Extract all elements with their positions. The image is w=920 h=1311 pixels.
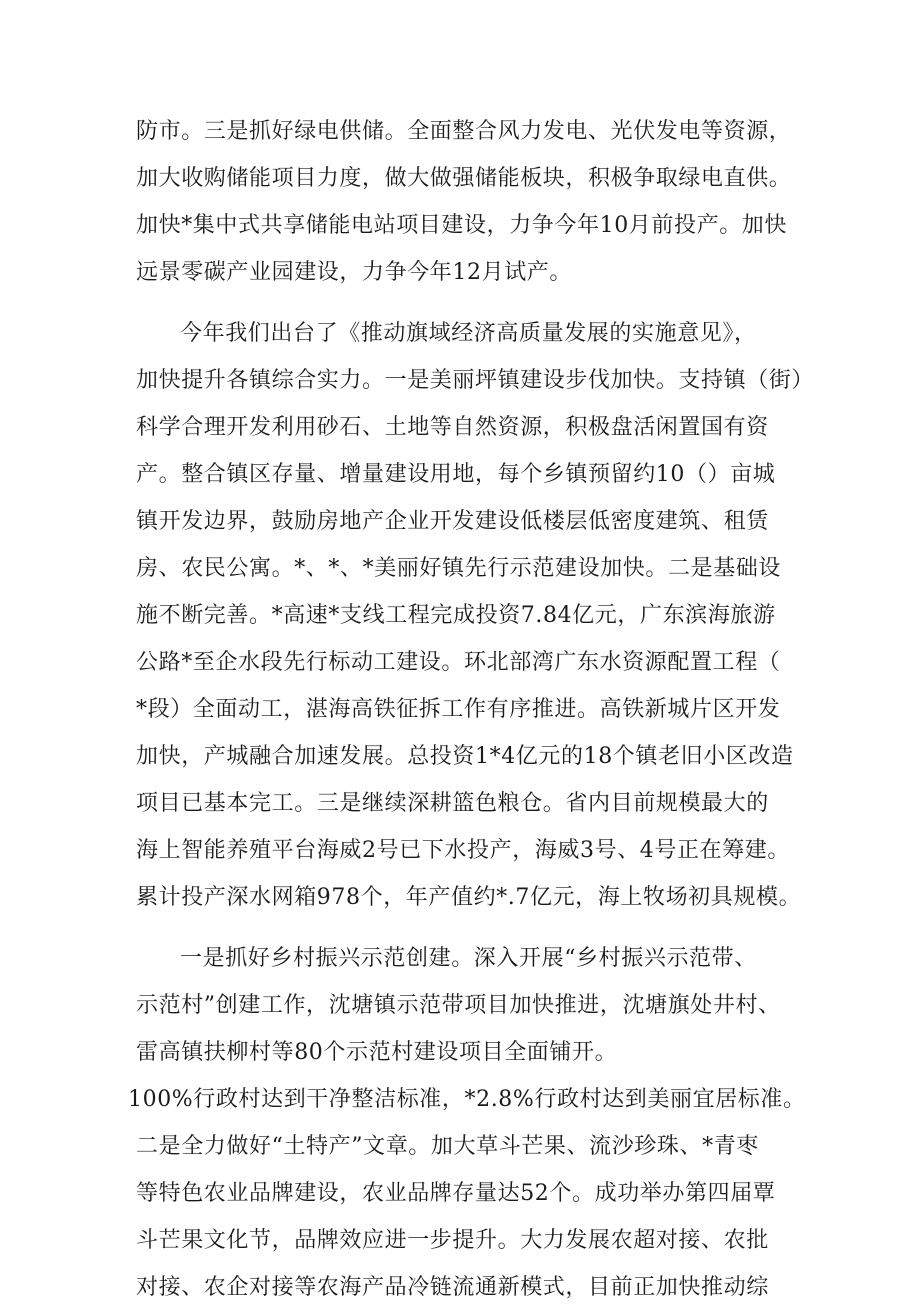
paragraph-1 <box>136 108 792 296</box>
text-line: 对接、农企对接等农海产品冷链流通新模式，目前正加快推动综 <box>136 1275 769 1300</box>
text-line: 产。整合镇区存量、增量建设用地，每个乡镇预留约10（）亩城 <box>136 462 776 487</box>
text-line: *段）全面动工，湛海高铁征拆工作有序推进。高铁新城片区开发 <box>136 697 781 722</box>
paragraph-spacer <box>136 296 792 310</box>
text-line-indented: 一是抓好乡村振兴示范创建。深入开展“乡村振兴示范带、 <box>180 946 757 971</box>
text-line: 加快，产城融合加速发展。总投资1*4亿元的18个镇老旧小区改造 <box>136 744 794 769</box>
text-line: 等特色农业品牌建设，农业品牌存量达52个。成功举办第四届覃 <box>136 1181 776 1206</box>
document-body <box>128 108 815 1311</box>
text-line: 斗芒果文化节，品牌效应进一步提升。大力发展农超对接、农批 <box>136 1228 769 1253</box>
text-line-indented: 今年我们出台了《推动旗域经济高质量发展的实施意见》， <box>180 321 757 346</box>
text-line: 远景零碳产业园建设，力争今年12月试产。 <box>136 260 572 285</box>
text-line: 加快提升各镇综合实力。一是美丽坪镇建设步伐加快。支持镇（街） <box>136 368 815 393</box>
text-line: 雷高镇扶柳村等80个示范村建设项目全面铺开。 <box>136 1040 618 1065</box>
text-line: 海上智能养殖平台海威2号已下水投产，海威3号、4号正在筹建。 <box>136 838 790 863</box>
text-line: 科学合理开发利用砂石、土地等自然资源，积极盘活闲置国有资 <box>136 415 769 440</box>
paragraph-2 <box>136 310 815 921</box>
text-line: 示范村”创建工作，沈塘镇示范带项目加快推进，沈塘旗处井村、 <box>136 993 781 1018</box>
paragraph-4 <box>128 1076 806 1311</box>
text-line: 项目已基本完工。三是继续深耕篮色粮仓。省内目前规模最大的 <box>136 791 769 816</box>
text-line: 防市。三是抓好绿电供储。全面整合风力发电、光伏发电等资源， <box>136 119 792 144</box>
paragraph-3 <box>136 935 792 1076</box>
text-line: 镇开发边界，鼓励房地产企业开发建设低楼层低密度建筑、租赁 <box>136 509 769 534</box>
text-line: 施不断完善。*高速*支线工程完成投资7.84亿元，广东滨海旅游 <box>136 603 776 628</box>
text-line: 房、农民公寓。*、*、*美丽好镇先行示范建设加快。二是基础设 <box>136 556 782 581</box>
paragraph-spacer <box>136 921 792 935</box>
text-line: 100%行政村达到干净整洁标准，*2.8%行政村达到美丽宜居标准。 <box>128 1087 806 1112</box>
text-line: 累计投产深水网箱978个，年产值约*.7亿元，海上牧场初具规模。 <box>136 885 802 910</box>
text-line: 加快*集中式共享储能电站项目建设，力争今年10月前投产。加快 <box>136 213 787 238</box>
text-line: 二是全力做好“土特产”文章。加大草斗芒果、流沙珍珠、*青枣 <box>136 1134 759 1159</box>
text-line: 公路*至企水段先行标动工建设。环北部湾广东水资源配置工程（ <box>136 650 781 675</box>
text-line: 加大收购储能项目力度，做大做强储能板块，积极争取绿电直供。 <box>136 166 792 191</box>
